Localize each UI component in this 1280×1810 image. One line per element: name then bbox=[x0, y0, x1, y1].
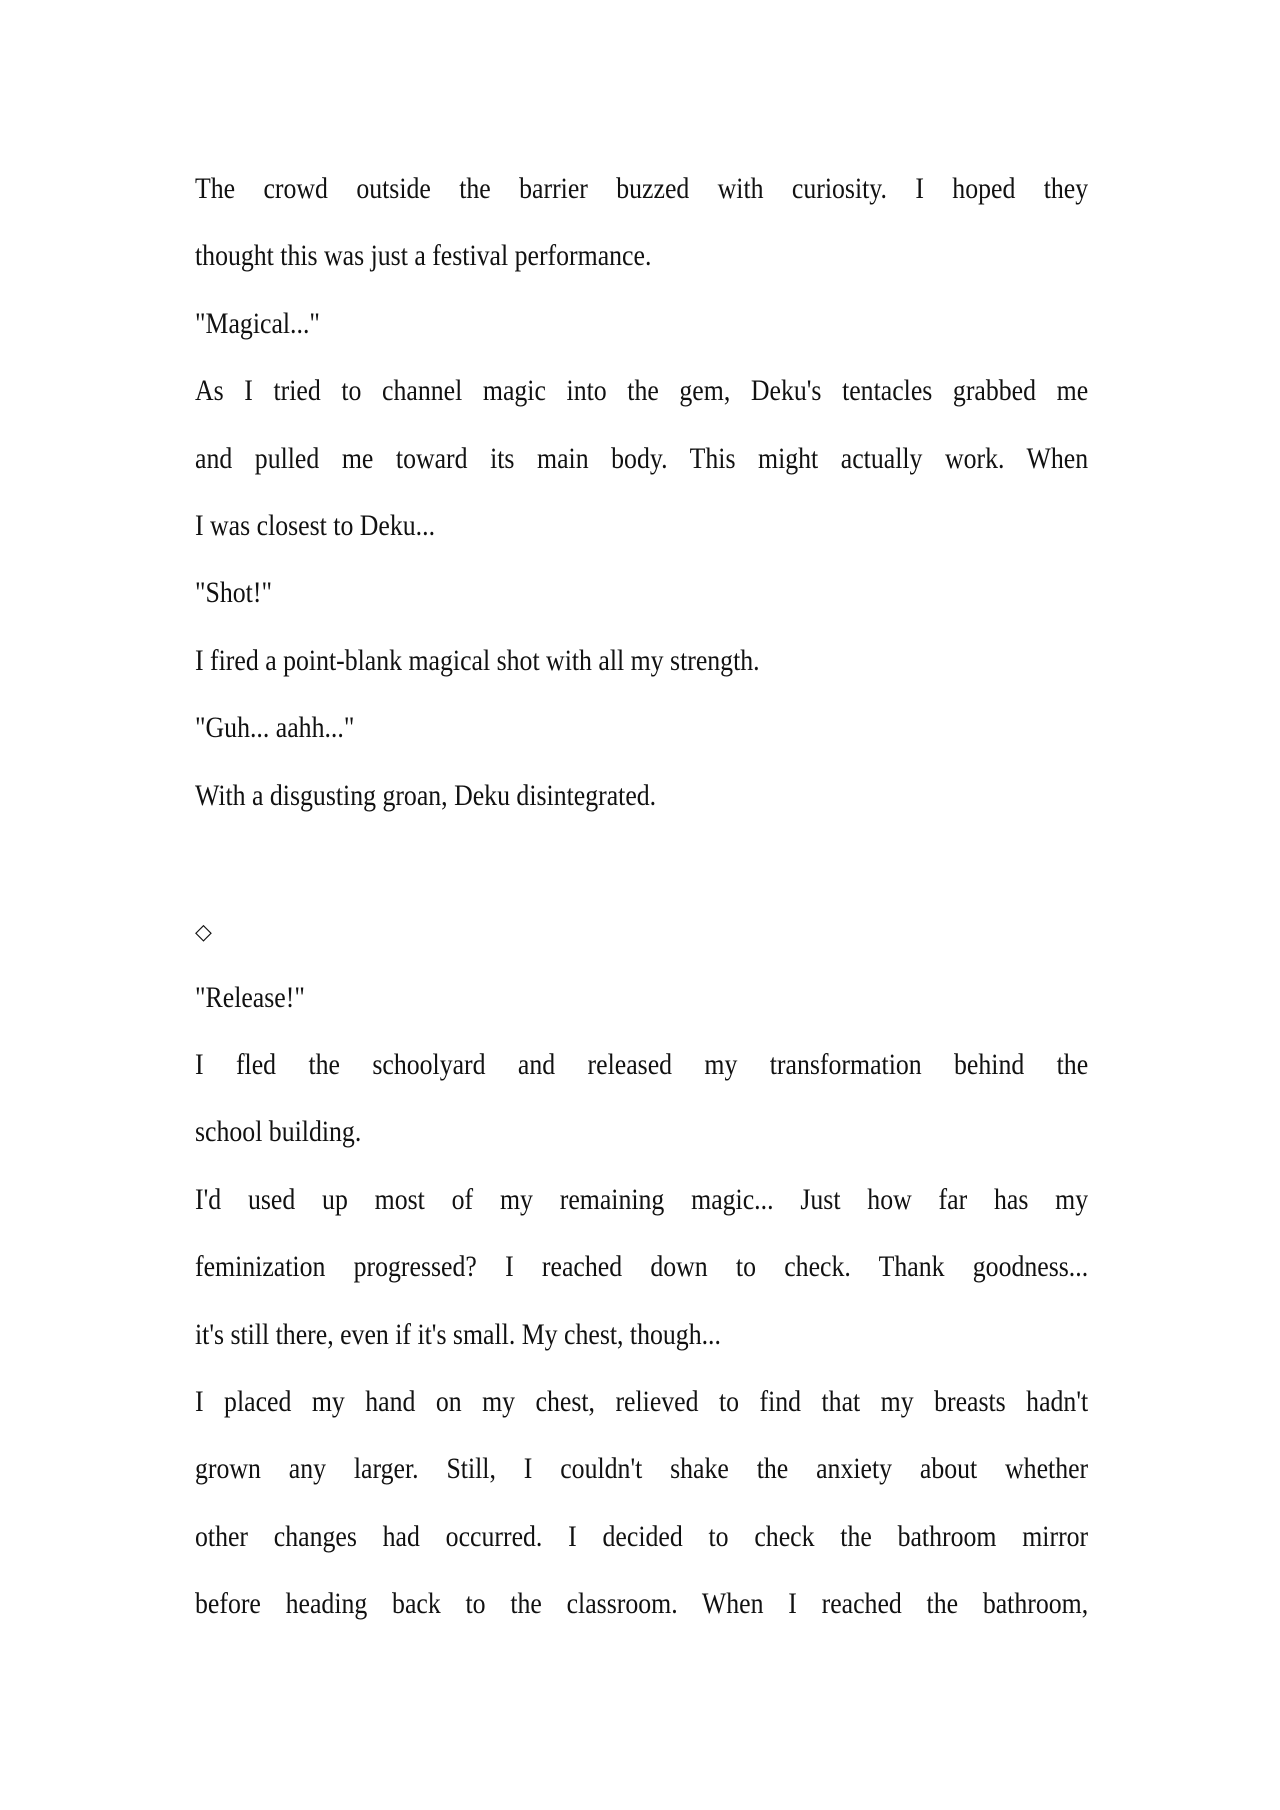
text-line bbox=[195, 1175, 1088, 1242]
text-line bbox=[195, 501, 1088, 568]
text-line bbox=[195, 636, 1088, 703]
text-line bbox=[195, 434, 1088, 501]
line-text: As I tried to channel magic into the gem, Deku's tentacles grabbed me bbox=[195, 374, 1088, 408]
line-text: "Guh... aahh..." bbox=[195, 711, 355, 745]
line-text: before heading back to the classroom. When I reached the bathroom, bbox=[195, 1587, 1088, 1621]
line-text: grown any larger. Still, I couldn't shake the anxiety about whether bbox=[195, 1452, 1088, 1486]
document-page bbox=[195, 164, 1088, 1647]
line-text: thought this was just a festival performance. bbox=[195, 239, 652, 273]
line-text: I was closest to Deku... bbox=[195, 508, 436, 542]
text-line bbox=[195, 1310, 1088, 1377]
line-text: and pulled me toward its main body. This might actually work. When bbox=[195, 441, 1088, 475]
dialogue-line bbox=[195, 703, 1088, 770]
line-text: I'd used up most of my remaining magic... Just how far has my bbox=[195, 1182, 1088, 1216]
text-line bbox=[195, 1107, 1088, 1174]
text-line bbox=[195, 164, 1088, 231]
line-text: it's still there, even if it's small. My chest, though... bbox=[195, 1317, 721, 1351]
dialogue-line bbox=[195, 568, 1088, 635]
text-line bbox=[195, 366, 1088, 433]
section-break bbox=[195, 905, 1088, 972]
text-line bbox=[195, 771, 1088, 838]
line-text: "Release!" bbox=[195, 980, 305, 1014]
blank-line bbox=[195, 838, 1088, 905]
dialogue-line bbox=[195, 299, 1088, 366]
text-line bbox=[195, 1040, 1088, 1107]
line-text: feminization progressed? I reached down to check. Thank goodness... bbox=[195, 1250, 1088, 1284]
line-text: "Shot!" bbox=[195, 576, 272, 610]
diamond-icon: ◇ bbox=[195, 920, 212, 946]
text-line bbox=[195, 1242, 1088, 1309]
line-text: I placed my hand on my chest, relieved to find that my breasts hadn't bbox=[195, 1385, 1088, 1419]
line-text: school building. bbox=[195, 1115, 362, 1149]
text-line bbox=[195, 231, 1088, 298]
text-line bbox=[195, 1377, 1088, 1444]
text-line bbox=[195, 1444, 1088, 1511]
line-text: "Magical..." bbox=[195, 306, 320, 340]
text-line bbox=[195, 1512, 1088, 1579]
line-text: other changes had occurred. I decided to check the bathroom mirror bbox=[195, 1519, 1088, 1553]
line-text: With a disgusting groan, Deku disintegrated. bbox=[195, 778, 657, 812]
line-text: The crowd outside the barrier buzzed with curiosity. I hoped they bbox=[195, 172, 1088, 205]
line-text: I fired a point-blank magical shot with all my strength. bbox=[195, 643, 760, 677]
text-line bbox=[195, 1579, 1088, 1646]
line-text: I fled the schoolyard and released my transformation behind the bbox=[195, 1048, 1088, 1082]
dialogue-line bbox=[195, 973, 1088, 1040]
